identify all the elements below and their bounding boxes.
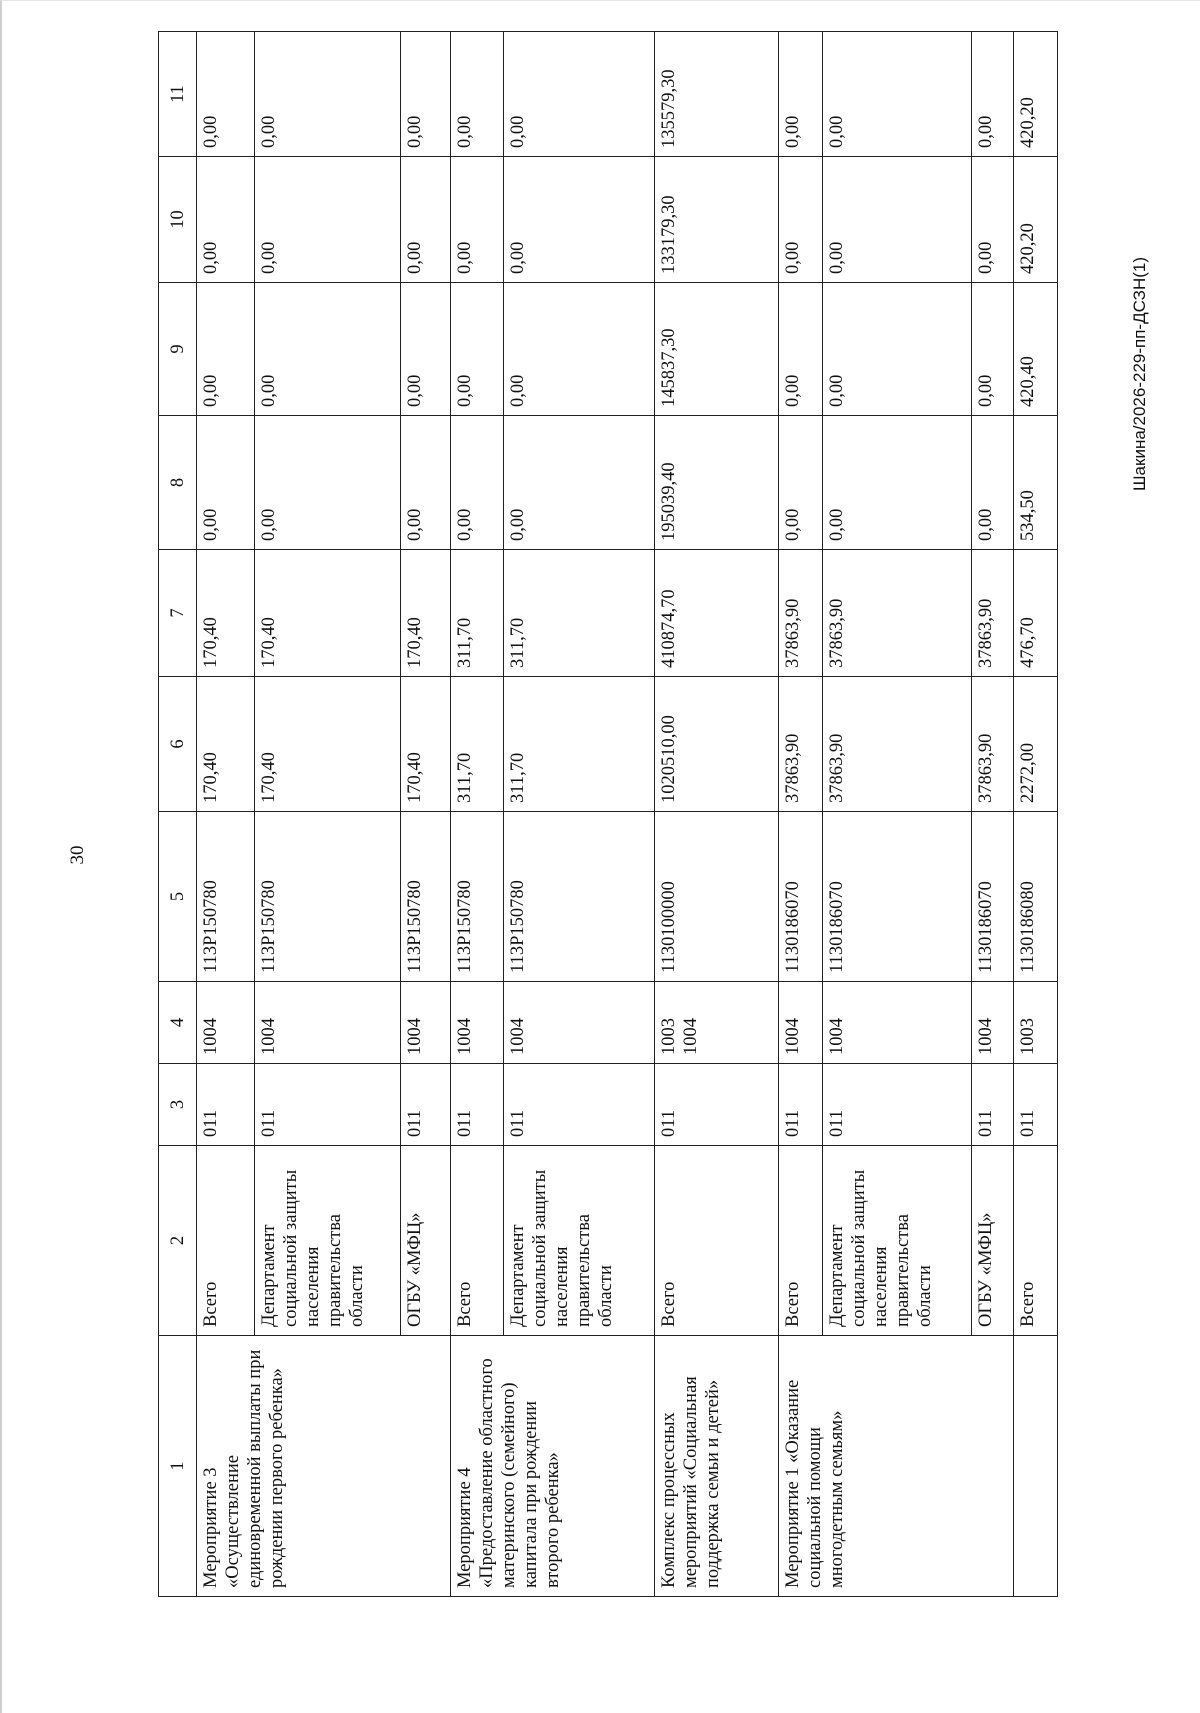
cell-c3: 011 bbox=[654, 1064, 778, 1146]
cell-c6: 170,40 bbox=[197, 677, 255, 812]
cell-c3: 011 bbox=[778, 1064, 822, 1146]
cell-c8: 195039,40 bbox=[654, 416, 778, 550]
table-row bbox=[1013, 32, 1057, 1597]
cell-c7: 170,40 bbox=[254, 550, 400, 677]
cell-c8: 0,00 bbox=[971, 416, 1013, 550]
cell-c8: 0,00 bbox=[254, 416, 400, 550]
cell-c5: 1130186070 bbox=[778, 812, 822, 982]
header-cell: 6 bbox=[159, 677, 197, 812]
header-cell: 2 bbox=[159, 1146, 197, 1336]
cell-c11: 0,00 bbox=[197, 32, 255, 157]
cell-c9: 0,00 bbox=[503, 283, 654, 416]
header-cell: 9 bbox=[159, 283, 197, 416]
table-row bbox=[654, 32, 778, 1597]
cell-c6: 37863,90 bbox=[823, 677, 971, 812]
cell-c11: 0,00 bbox=[254, 32, 400, 157]
cell-c10: 420,20 bbox=[1013, 157, 1057, 283]
cell-c6: 37863,90 bbox=[971, 677, 1013, 812]
executor-cell: Всего bbox=[197, 1146, 255, 1336]
cell-c10: 0,00 bbox=[254, 157, 400, 283]
cell-c10: 0,00 bbox=[503, 157, 654, 283]
executor-cell: Всего bbox=[654, 1146, 778, 1336]
cell-c4: 1004 bbox=[778, 982, 822, 1064]
cell-c7: 476,70 bbox=[1013, 550, 1057, 677]
page-number: 30 bbox=[67, 845, 88, 865]
header-cell: 4 bbox=[159, 982, 197, 1064]
header-cell: 1 bbox=[159, 1336, 197, 1597]
executor-cell: Всего bbox=[778, 1146, 822, 1336]
cell-c7: 37863,90 bbox=[823, 550, 971, 677]
cell-c9: 0,00 bbox=[778, 283, 822, 416]
header-cell: 8 bbox=[159, 416, 197, 550]
cell-c4: 1004 bbox=[450, 982, 503, 1064]
cell-c5: 113Р150780 bbox=[450, 812, 503, 982]
budget-table bbox=[158, 31, 1058, 1597]
cell-c10: 0,00 bbox=[450, 157, 503, 283]
cell-c3: 011 bbox=[450, 1064, 503, 1146]
header-cell: 10 bbox=[159, 157, 197, 283]
measure-cell: Комплекс процессных мероприятий «Социальная поддержка семьи и детей» bbox=[654, 1336, 778, 1597]
cell-c6: 37863,90 bbox=[778, 677, 822, 812]
cell-c7: 170,40 bbox=[400, 550, 450, 677]
cell-c11: 0,00 bbox=[778, 32, 822, 157]
executor-cell: Департамент социальной защиты населения правительства области bbox=[254, 1146, 400, 1336]
cell-c9: 0,00 bbox=[450, 283, 503, 416]
cell-c5: 1130186070 bbox=[823, 812, 971, 982]
table-row bbox=[450, 32, 503, 1597]
cell-c6: 311,70 bbox=[503, 677, 654, 812]
cell-c6: 170,40 bbox=[400, 677, 450, 812]
cell-c4: 1004 bbox=[400, 982, 450, 1064]
measure-cell: Мероприятие 4 «Предоставление областного материнского (семейного) капитала при рождении второго ребенка» bbox=[450, 1336, 654, 1597]
cell-c5: 1130100000 bbox=[654, 812, 778, 982]
cell-c3: 011 bbox=[400, 1064, 450, 1146]
table-row bbox=[197, 32, 255, 1597]
measure-cell: Мероприятие 3 «Осуществление единовременной выплаты при рождении первого ребенка» bbox=[197, 1336, 451, 1597]
cell-c7: 37863,90 bbox=[778, 550, 822, 677]
cell-c5: 113Р150780 bbox=[197, 812, 255, 982]
cell-c10: 0,00 bbox=[197, 157, 255, 283]
cell-c5: 1130186080 bbox=[1013, 812, 1057, 982]
header-cell: 3 bbox=[159, 1064, 197, 1146]
cell-c7: 170,40 bbox=[197, 550, 255, 677]
cell-c8: 0,00 bbox=[778, 416, 822, 550]
cell-c4: 1003 1004 bbox=[654, 982, 778, 1064]
table-row bbox=[778, 32, 822, 1597]
cell-c5: 113Р150780 bbox=[503, 812, 654, 982]
rotated-table-wrapper bbox=[158, 32, 1058, 1597]
cell-c9: 0,00 bbox=[197, 283, 255, 416]
cell-c6: 311,70 bbox=[450, 677, 503, 812]
measure-cell: Мероприятие 1 «Оказание социальной помощи многодетным семьям» bbox=[778, 1336, 1013, 1597]
executor-cell: Департамент социальной защиты населения правительства области bbox=[823, 1146, 971, 1336]
cell-c5: 113Р150780 bbox=[254, 812, 400, 982]
cell-c11: 0,00 bbox=[971, 32, 1013, 157]
cell-c8: 0,00 bbox=[823, 416, 971, 550]
cell-c6: 1020510,00 bbox=[654, 677, 778, 812]
cell-c9: 0,00 bbox=[971, 283, 1013, 416]
header-cell: 11 bbox=[159, 32, 197, 157]
cell-c3: 011 bbox=[254, 1064, 400, 1146]
executor-cell: ОГБУ «МФЦ» bbox=[400, 1146, 450, 1336]
cell-c3: 011 bbox=[503, 1064, 654, 1146]
cell-c9: 0,00 bbox=[400, 283, 450, 416]
header-cell: 5 bbox=[159, 812, 197, 982]
cell-c10: 0,00 bbox=[823, 157, 971, 283]
cell-c7: 311,70 bbox=[450, 550, 503, 677]
header-cell: 7 bbox=[159, 550, 197, 677]
cell-c10: 0,00 bbox=[971, 157, 1013, 283]
cell-c4: 1004 bbox=[254, 982, 400, 1064]
cell-c3: 011 bbox=[1013, 1064, 1057, 1146]
cell-c3: 011 bbox=[823, 1064, 971, 1146]
cell-c4: 1004 bbox=[503, 982, 654, 1064]
cell-c11: 0,00 bbox=[503, 32, 654, 157]
cell-c11: 0,00 bbox=[823, 32, 971, 157]
executor-cell: ОГБУ «МФЦ» bbox=[971, 1146, 1013, 1336]
cell-c5: 113Р150780 bbox=[400, 812, 450, 982]
cell-c10: 0,00 bbox=[778, 157, 822, 283]
cell-c11: 420,20 bbox=[1013, 32, 1057, 157]
cell-c11: 0,00 bbox=[450, 32, 503, 157]
cell-c6: 170,40 bbox=[254, 677, 400, 812]
cell-c9: 0,00 bbox=[254, 283, 400, 416]
cell-c8: 0,00 bbox=[450, 416, 503, 550]
cell-c4: 1004 bbox=[197, 982, 255, 1064]
cell-c3: 011 bbox=[197, 1064, 255, 1146]
cell-c4: 1004 bbox=[971, 982, 1013, 1064]
cell-c8: 0,00 bbox=[400, 416, 450, 550]
cell-c7: 37863,90 bbox=[971, 550, 1013, 677]
cell-c3: 011 bbox=[971, 1064, 1013, 1146]
cell-c4: 1003 bbox=[1013, 982, 1057, 1064]
executor-cell: Департамент социальной защиты населения правительства области bbox=[503, 1146, 654, 1336]
cell-c5: 1130186070 bbox=[971, 812, 1013, 982]
cell-c8: 0,00 bbox=[503, 416, 654, 550]
cell-c9: 145837,30 bbox=[654, 283, 778, 416]
cell-c8: 534,50 bbox=[1013, 416, 1057, 550]
cell-c11: 135579,30 bbox=[654, 32, 778, 157]
measure-cell bbox=[1013, 1336, 1057, 1597]
cell-c4: 1004 bbox=[823, 982, 971, 1064]
cell-c9: 420,40 bbox=[1013, 283, 1057, 416]
cell-c11: 0,00 bbox=[400, 32, 450, 157]
cell-c7: 311,70 bbox=[503, 550, 654, 677]
cell-c10: 133179,30 bbox=[654, 157, 778, 283]
header-row bbox=[159, 32, 197, 1597]
cell-c8: 0,00 bbox=[197, 416, 255, 550]
cell-c7: 410874,70 bbox=[654, 550, 778, 677]
cell-c6: 2272,00 bbox=[1013, 677, 1057, 812]
cell-c10: 0,00 bbox=[400, 157, 450, 283]
executor-cell: Всего bbox=[450, 1146, 503, 1336]
file-reference: Шакина/2026-229-пп-ДСЗН(1) bbox=[1130, 256, 1149, 492]
cell-c9: 0,00 bbox=[823, 283, 971, 416]
executor-cell: Всего bbox=[1013, 1146, 1057, 1336]
